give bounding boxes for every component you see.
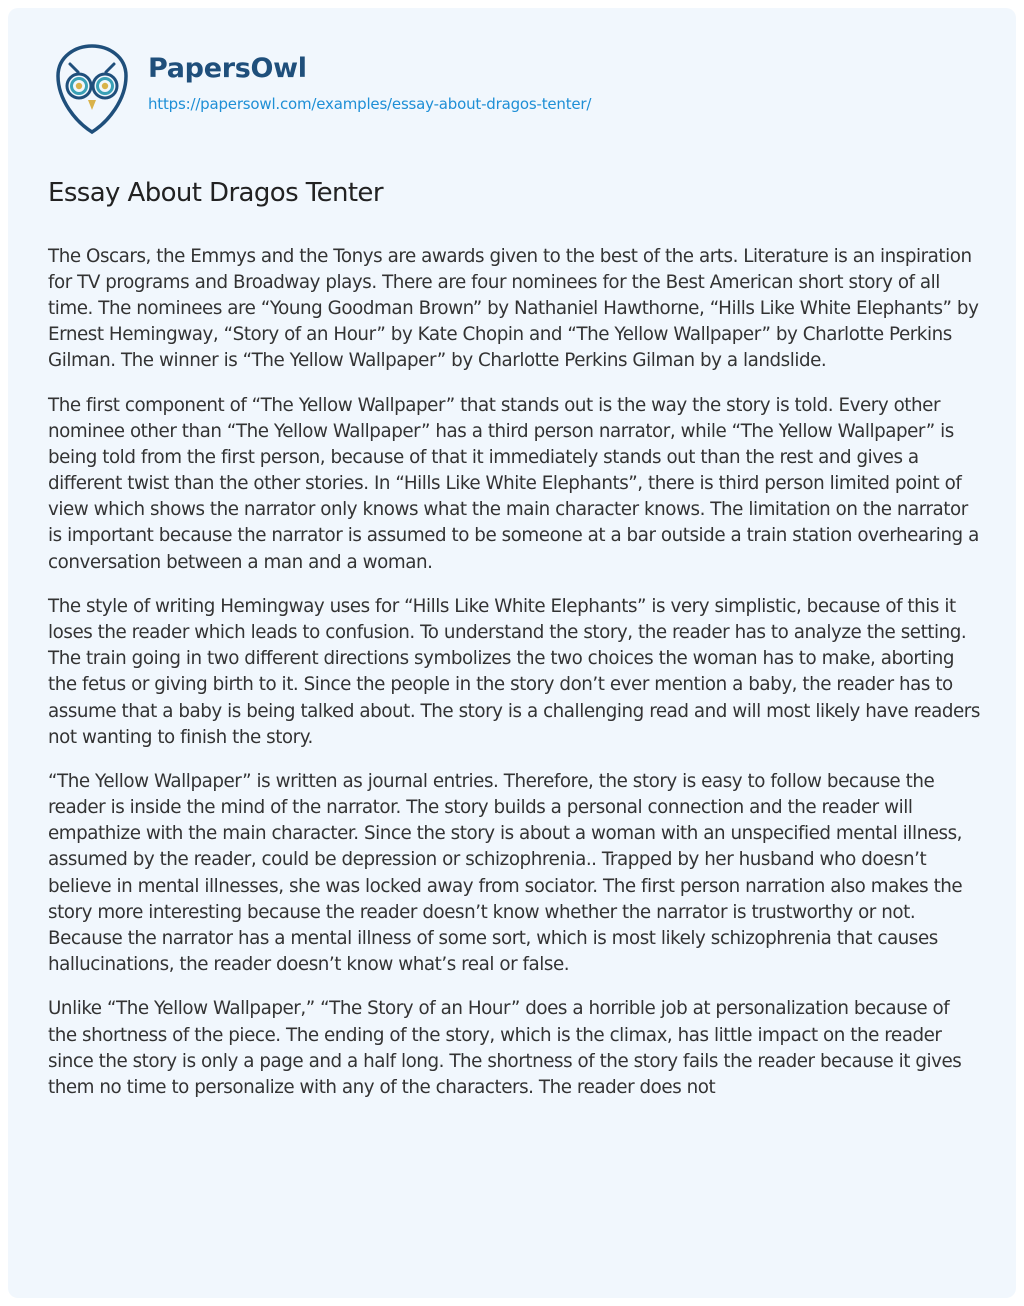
essay-body — [48, 244, 983, 1119]
essay-title: Essay About Dragos Tenter — [48, 178, 383, 208]
essay-paragraph: “The Yellow Wallpaper” is written as journal entries. Therefore, the story is easy to follow because the reader is inside the mind of the narrator. The story builds a personal connection and the reader will empathize with the main character. Since the story is about a woman with an unspecified mental illness, assumed by the reader, could be depression or schizophrenia.. Trapped by her husband who doesn’t believe in mental illnesses, she was locked away from sociator. The first person narration also makes the story more interesting because the reader doesn’t know whether the narrator is trustworthy or not. Because the narrator has a mental illness of some sort, which is most likely schizophrenia that causes hallucinations, the reader doesn’t know what’s real or false. — [48, 771, 963, 975]
essay-paragraph: Unlike “The Yellow Wallpaper,” “The Story of an Hour” does a horrible job at personalization because of the shortness of the piece. The ending of the story, which is the climax, has little impact on the reader since the story is only a page and a half long. The shortness of the story fails the reader because it gives them no time to personalize with any of the characters. The reader does not — [48, 998, 962, 1098]
essay-paragraph: The style of writing Hemingway uses for “Hills Like White Elephants” is very simplistic, because of this it loses the reader which leads to confusion. To understand the story, the reader has to analyze the setting. The train going in two different directions symbolizes the two choices the woman has to make, aborting the fetus or giving birth to it. Since the people in the story don’t ever mention a baby, the reader has to assume that a baby is being talked about. The story is a challenging read and will most likely have readers not wanting to finish the story. — [48, 596, 980, 748]
essay-paragraph: The first component of “The Yellow Wallpaper” that stands out is the way the story is told. Every other nominee other than “The Yellow Wallpaper” has a third person narrator, while “The Yellow Wallpaper” is being told from the first person, because of that it immediately stands out than the rest and gives a different twist than the other stories. In “Hills Like White Elephants”, there is third person limited point of view which shows the narrator only knows what the main character knows. The limitation on the narrator is important because the narrator is assumed to be someone at a bar outside a train station overhearing a conversation between a man and a woman. — [48, 394, 979, 573]
owl-logo-icon — [48, 42, 136, 136]
brand-name[interactable]: PapersOwl — [148, 53, 307, 84]
essay-paragraph: The Oscars, the Emmys and the Tonys are awards given to the best of the arts. Literature is an inspiration for TV programs and Broadway plays. There are four nominees for the Best American short story of all time. The nominees are “Young Goodman Brown” by Nathaniel Hawthorne, “Hills Like White Elephants” by Ernest Hemingway, “Story of an Hour” by Kate Chopin and “The Yellow Wallpaper” by Charlotte Perkins Gilman. The winner is “The Yellow Wallpaper” by Charlotte Perkins Gilman by a landslide. — [48, 246, 979, 372]
source-url-link[interactable]: https://papersowl.com/examples/essay-about-dragos-tenter/ — [148, 95, 592, 113]
brand-block — [148, 52, 591, 113]
document-page — [8, 8, 1016, 1298]
site-header — [48, 42, 591, 142]
